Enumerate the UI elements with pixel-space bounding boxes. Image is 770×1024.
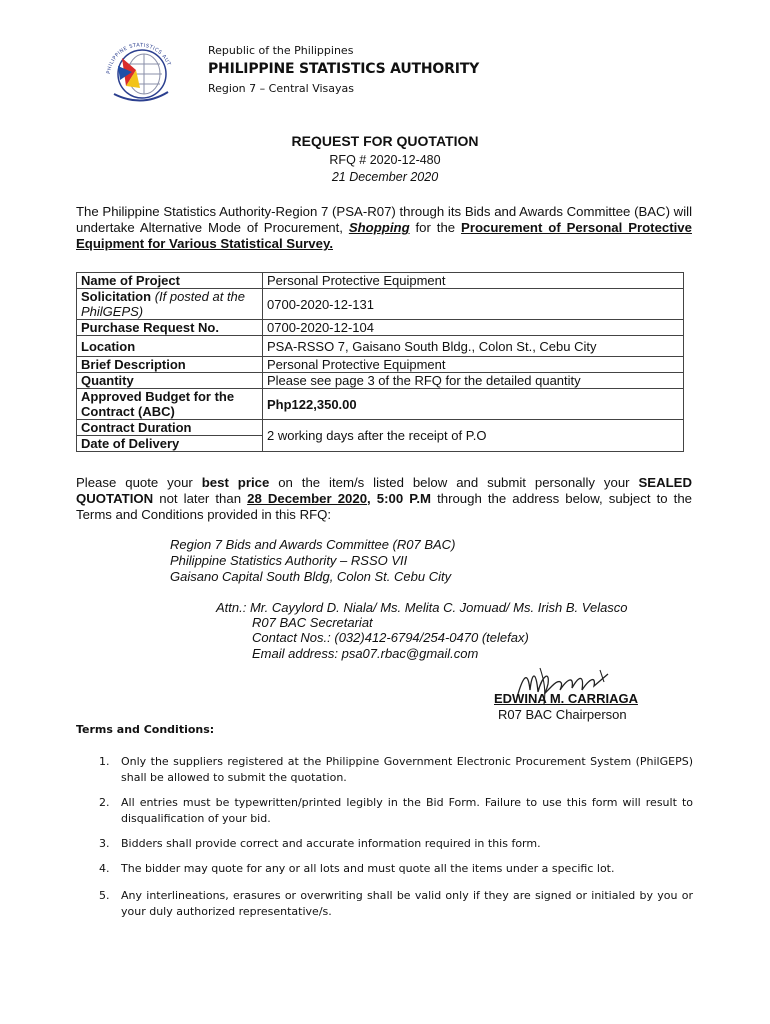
intro-text-2: for the (415, 220, 456, 235)
quote-text-2: on the item/s listed below and submit personally your (278, 475, 630, 490)
email-line: Email address: psa07.rbac@gmail.com (252, 646, 479, 661)
term-number: 5. (99, 889, 110, 902)
quote-text-3: not later than (159, 491, 242, 506)
address-line-3: Gaisano Capital South Bldg, Colon St. Cebu City (170, 569, 452, 584)
qty-value: Please see page 3 of the RFQ for the detailed quantity (263, 373, 684, 389)
deadline-time: , 5:00 P.M (367, 491, 431, 506)
list-item (99, 836, 693, 852)
abc-label: Approved Budget for the Contract (ABC) (77, 389, 263, 420)
table-row (77, 389, 684, 420)
brief-label: Brief Description (77, 357, 263, 373)
pr-label: Purchase Request No. (77, 320, 263, 336)
table-row (77, 357, 684, 373)
seal-text: PHILIPPINE STATISTICS AUT (105, 42, 172, 75)
contact-line: Contact Nos.: (032)412-6794/254-0470 (telefax) (252, 630, 529, 645)
table-row (77, 320, 684, 336)
abc-value: Php122,350.00 (263, 389, 684, 420)
term-text: Bidders shall provide correct and accurate information required in this form. (121, 837, 541, 850)
location-value: PSA-RSSO 7, Gaisano South Bldg., Colon St., Cebu City (263, 336, 684, 357)
list-item (99, 754, 693, 786)
term-text: Any interlineations, erasures or overwriting shall be valid only if they are signed or initialed by you or your duly authorized representative/s. (121, 889, 693, 918)
terms-heading: Terms and Conditions: (76, 723, 215, 736)
table-row (77, 289, 684, 320)
psa-seal-icon (96, 36, 182, 106)
term-number: 4. (99, 862, 110, 875)
pr-value: 0700-2020-12-104 (263, 320, 684, 336)
signatory-title: R07 BAC Chairperson (498, 707, 627, 722)
procurement-mode: Shopping (348, 220, 410, 235)
term-text: All entries must be typewritten/printed legibly in the Bid Form. Failure to use this form will result to disqualification of your bid. (121, 796, 693, 825)
signatory-name: EDWINA M. CARRIAGA (494, 691, 638, 706)
list-item (99, 861, 693, 877)
list-item (99, 888, 693, 920)
quote-paragraph (76, 475, 692, 523)
term-text: The bidder may quote for any or all lots and must quote all the items under a specific lot. (121, 862, 615, 875)
duration-label: Contract Duration (77, 420, 263, 436)
sealed-quotation: SEALED QUOTATION (76, 475, 692, 506)
quote-text-5: , subject to the Terms and Conditions provided in this RFQ: (76, 491, 692, 522)
solicitation-label-cell (77, 289, 263, 320)
project-info-table (76, 272, 684, 452)
table-row (77, 336, 684, 357)
table-row (77, 273, 684, 289)
attn-line: Attn.: Mr. Cayylord D. Niala/ Ms. Melita C. Jomuad/ Ms. Irish B. Velasco (216, 600, 628, 615)
quote-text-1: Please quote your (76, 475, 193, 490)
address-line-2: Philippine Statistics Authority – RSSO VII (170, 553, 408, 568)
solicitation-note: (If posted at the PhilGEPS) (81, 289, 246, 319)
term-number: 1. (99, 755, 110, 768)
delivery-label: Date of Delivery (77, 436, 263, 452)
quote-text-4: through the address below (437, 491, 599, 506)
table-row (77, 420, 684, 436)
solicitation-value: 0700-2020-12-131 (263, 289, 684, 320)
deadline: 28 December 2020 (247, 491, 368, 506)
qty-label: Quantity (77, 373, 263, 389)
duration-value: 2 working days after the receipt of P.O (263, 420, 684, 452)
intro-text-1: The Philippine Statistics Authority-Region 7 (PSA-R07) through its Bids and Awards Committee (BAC) will undertake Alternative Mode of Procurement, (76, 204, 692, 235)
solicitation-label: Solicitation (81, 289, 152, 304)
doc-date: 21 December 2020 (331, 170, 439, 184)
address-line-1: Region 7 Bids and Awards Committee (R07 BAC) (170, 537, 456, 552)
agency-name: PHILIPPINE STATISTICS AUTHORITY (208, 61, 480, 77)
republic-line: Republic of the Philippines (208, 44, 354, 57)
best-price: best price (201, 475, 270, 490)
secretariat-line: R07 BAC Secretariat (252, 615, 373, 630)
term-number: 2. (99, 796, 110, 809)
term-number: 3. (99, 837, 110, 850)
table-row (77, 373, 684, 389)
term-text: Only the suppliers registered at the Philippine Government Electronic Procurement System (PhilGEPS) shall be allowed to submit the quotation. (121, 755, 693, 784)
region-line: Region 7 – Central Visayas (208, 82, 354, 95)
psa-seal (96, 36, 182, 106)
procurement-title: Procurement of Personal Protective Equipment for Various Statistical Survey. (76, 220, 692, 251)
brief-value: Personal Protective Equipment (263, 357, 684, 373)
location-label: Location (77, 336, 263, 357)
name-value: Personal Protective Equipment (263, 273, 684, 289)
rfq-number: RFQ # 2020-12-480 (329, 153, 441, 167)
doc-title: REQUEST FOR QUOTATION (291, 133, 479, 149)
list-item (99, 795, 693, 827)
intro-paragraph (76, 204, 692, 252)
name-label: Name of Project (77, 273, 263, 289)
